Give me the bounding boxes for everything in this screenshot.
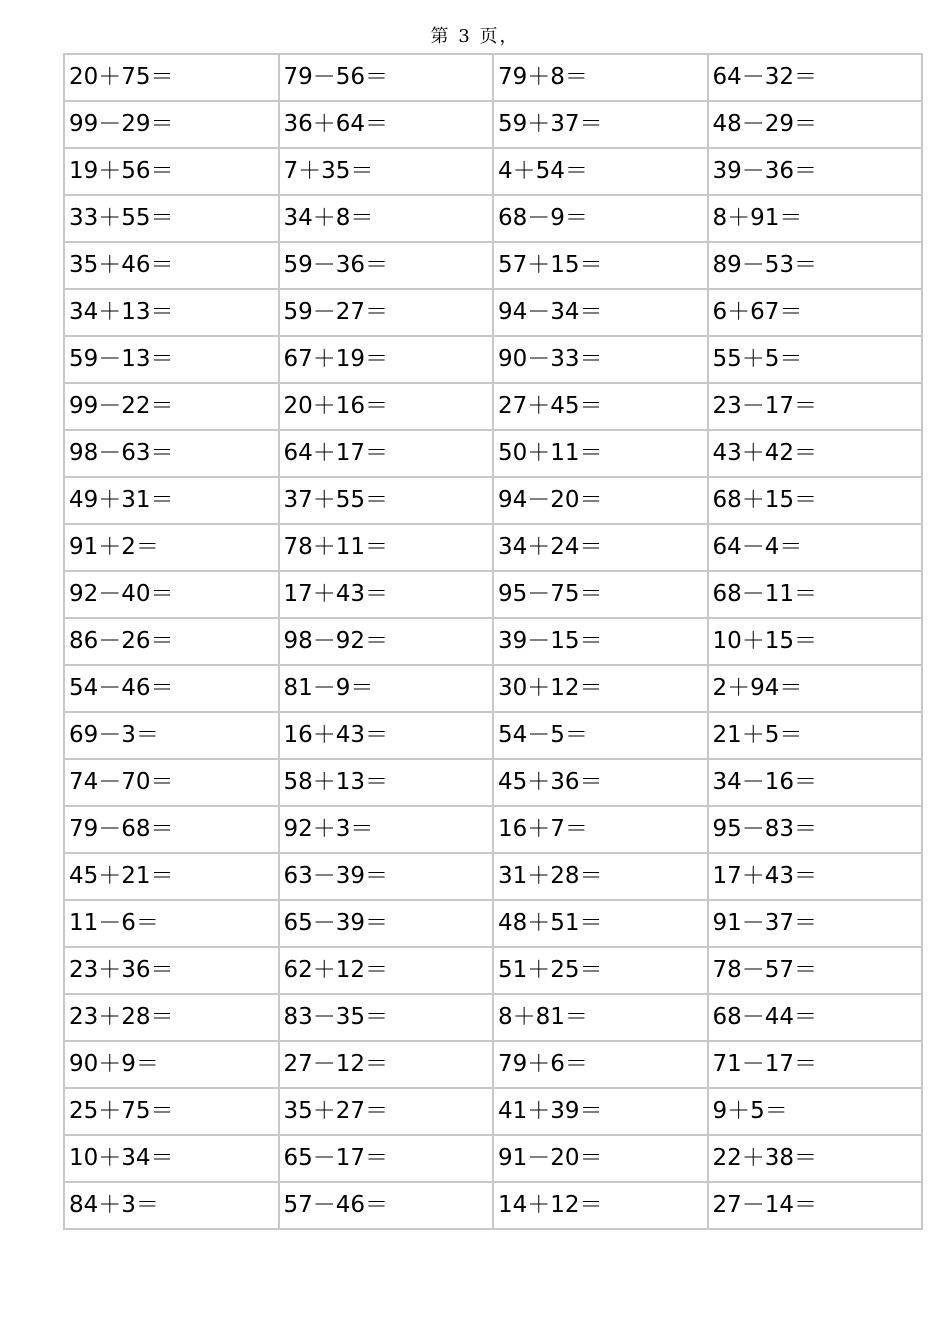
- problem-cell: 71－17＝: [709, 1042, 922, 1087]
- worksheet-body: [65, 55, 921, 1228]
- worksheet-row: [65, 1136, 921, 1181]
- problem-cell: 95－75＝: [494, 572, 707, 617]
- problem-cell: 7＋35＝: [280, 149, 493, 194]
- problem-cell: 8＋81＝: [494, 995, 707, 1040]
- problem-cell: 67＋19＝: [280, 337, 493, 382]
- problem-cell: 23＋28＝: [65, 995, 278, 1040]
- problem-cell: 57＋15＝: [494, 243, 707, 288]
- problem-cell: 49＋31＝: [65, 478, 278, 523]
- problem-cell: 45＋21＝: [65, 854, 278, 899]
- problem-cell: 58＋13＝: [280, 760, 493, 805]
- worksheet-row: [65, 290, 921, 335]
- problem-cell: 27－12＝: [280, 1042, 493, 1087]
- problem-cell: 90－33＝: [494, 337, 707, 382]
- problem-cell: 19＋56＝: [65, 149, 278, 194]
- problem-cell: 9＋5＝: [709, 1089, 922, 1134]
- worksheet-row: [65, 102, 921, 147]
- worksheet-row: [65, 384, 921, 429]
- problem-cell: 94－20＝: [494, 478, 707, 523]
- worksheet-row: [65, 1042, 921, 1087]
- problem-cell: 34＋13＝: [65, 290, 278, 335]
- problem-cell: 14＋12＝: [494, 1183, 707, 1228]
- problem-cell: 36＋64＝: [280, 102, 493, 147]
- problem-cell: 83－35＝: [280, 995, 493, 1040]
- arithmetic-worksheet-table: [63, 53, 923, 1230]
- problem-cell: 45＋36＝: [494, 760, 707, 805]
- problem-cell: 81－9＝: [280, 666, 493, 711]
- problem-cell: 86－26＝: [65, 619, 278, 664]
- problem-cell: 17＋43＝: [709, 854, 922, 899]
- problem-cell: 55＋5＝: [709, 337, 922, 382]
- problem-cell: 65－39＝: [280, 901, 493, 946]
- problem-cell: 68－11＝: [709, 572, 922, 617]
- problem-cell: 20＋16＝: [280, 384, 493, 429]
- problem-cell: 92－40＝: [65, 572, 278, 617]
- problem-cell: 16＋7＝: [494, 807, 707, 852]
- problem-cell: 98－92＝: [280, 619, 493, 664]
- problem-cell: 34＋24＝: [494, 525, 707, 570]
- worksheet-row: [65, 478, 921, 523]
- problem-cell: 43＋42＝: [709, 431, 922, 476]
- worksheet-row: [65, 760, 921, 805]
- worksheet-row: [65, 713, 921, 758]
- problem-cell: 34－16＝: [709, 760, 922, 805]
- problem-cell: 63－39＝: [280, 854, 493, 899]
- problem-cell: 50＋11＝: [494, 431, 707, 476]
- worksheet-row: [65, 55, 921, 100]
- problem-cell: 57－46＝: [280, 1183, 493, 1228]
- problem-cell: 78－57＝: [709, 948, 922, 993]
- worksheet-row: [65, 901, 921, 946]
- problem-cell: 68＋15＝: [709, 478, 922, 523]
- problem-cell: 59－36＝: [280, 243, 493, 288]
- problem-cell: 27＋45＝: [494, 384, 707, 429]
- problem-cell: 59－27＝: [280, 290, 493, 335]
- problem-cell: 74－70＝: [65, 760, 278, 805]
- worksheet-row: [65, 196, 921, 241]
- problem-cell: 68－9＝: [494, 196, 707, 241]
- problem-cell: 79＋6＝: [494, 1042, 707, 1087]
- problem-cell: 39－36＝: [709, 149, 922, 194]
- problem-cell: 99－29＝: [65, 102, 278, 147]
- worksheet-row: [65, 1089, 921, 1134]
- problem-cell: 54－5＝: [494, 713, 707, 758]
- problem-cell: 64＋17＝: [280, 431, 493, 476]
- problem-cell: 20＋75＝: [65, 55, 278, 100]
- worksheet-row: [65, 431, 921, 476]
- problem-cell: 79＋8＝: [494, 55, 707, 100]
- problem-cell: 23＋36＝: [65, 948, 278, 993]
- problem-cell: 17＋43＝: [280, 572, 493, 617]
- problem-cell: 6＋67＝: [709, 290, 922, 335]
- worksheet-row: [65, 854, 921, 899]
- problem-cell: 84＋3＝: [65, 1183, 278, 1228]
- problem-cell: 10＋34＝: [65, 1136, 278, 1181]
- problem-cell: 35＋46＝: [65, 243, 278, 288]
- page-header: 第 3 页，: [430, 26, 520, 47]
- problem-cell: 11－6＝: [65, 901, 278, 946]
- problem-cell: 33＋55＝: [65, 196, 278, 241]
- problem-cell: 78＋11＝: [280, 525, 493, 570]
- problem-cell: 8＋91＝: [709, 196, 922, 241]
- problem-cell: 31＋28＝: [494, 854, 707, 899]
- problem-cell: 16＋43＝: [280, 713, 493, 758]
- worksheet-row: [65, 666, 921, 711]
- problem-cell: 92＋3＝: [280, 807, 493, 852]
- problem-cell: 48＋51＝: [494, 901, 707, 946]
- worksheet-row: [65, 807, 921, 852]
- problem-cell: 91＋2＝: [65, 525, 278, 570]
- problem-cell: 54－46＝: [65, 666, 278, 711]
- problem-cell: 35＋27＝: [280, 1089, 493, 1134]
- problem-cell: 30＋12＝: [494, 666, 707, 711]
- problem-cell: 59＋37＝: [494, 102, 707, 147]
- problem-cell: 39－15＝: [494, 619, 707, 664]
- problem-cell: 25＋75＝: [65, 1089, 278, 1134]
- problem-cell: 37＋55＝: [280, 478, 493, 523]
- problem-cell: 79－56＝: [280, 55, 493, 100]
- problem-cell: 95－83＝: [709, 807, 922, 852]
- problem-cell: 51＋25＝: [494, 948, 707, 993]
- problem-cell: 48－29＝: [709, 102, 922, 147]
- worksheet-row: [65, 243, 921, 288]
- problem-cell: 64－4＝: [709, 525, 922, 570]
- worksheet-row: [65, 995, 921, 1040]
- problem-cell: 10＋15＝: [709, 619, 922, 664]
- worksheet-row: [65, 1183, 921, 1228]
- problem-cell: 68－44＝: [709, 995, 922, 1040]
- problem-cell: 62＋12＝: [280, 948, 493, 993]
- problem-cell: 59－13＝: [65, 337, 278, 382]
- problem-cell: 27－14＝: [709, 1183, 922, 1228]
- problem-cell: 65－17＝: [280, 1136, 493, 1181]
- problem-cell: 64－32＝: [709, 55, 922, 100]
- worksheet-row: [65, 948, 921, 993]
- problem-cell: 94－34＝: [494, 290, 707, 335]
- problem-cell: 41＋39＝: [494, 1089, 707, 1134]
- worksheet-row: [65, 619, 921, 664]
- problem-cell: 2＋94＝: [709, 666, 922, 711]
- problem-cell: 34＋8＝: [280, 196, 493, 241]
- problem-cell: 91－37＝: [709, 901, 922, 946]
- worksheet-row: [65, 337, 921, 382]
- problem-cell: 89－53＝: [709, 243, 922, 288]
- problem-cell: 90＋9＝: [65, 1042, 278, 1087]
- problem-cell: 4＋54＝: [494, 149, 707, 194]
- problem-cell: 79－68＝: [65, 807, 278, 852]
- problem-cell: 99－22＝: [65, 384, 278, 429]
- problem-cell: 23－17＝: [709, 384, 922, 429]
- problem-cell: 98－63＝: [65, 431, 278, 476]
- worksheet-row: [65, 149, 921, 194]
- problem-cell: 69－3＝: [65, 713, 278, 758]
- problem-cell: 91－20＝: [494, 1136, 707, 1181]
- problem-cell: 22＋38＝: [709, 1136, 922, 1181]
- worksheet-row: [65, 525, 921, 570]
- problem-cell: 21＋5＝: [709, 713, 922, 758]
- worksheet-row: [65, 572, 921, 617]
